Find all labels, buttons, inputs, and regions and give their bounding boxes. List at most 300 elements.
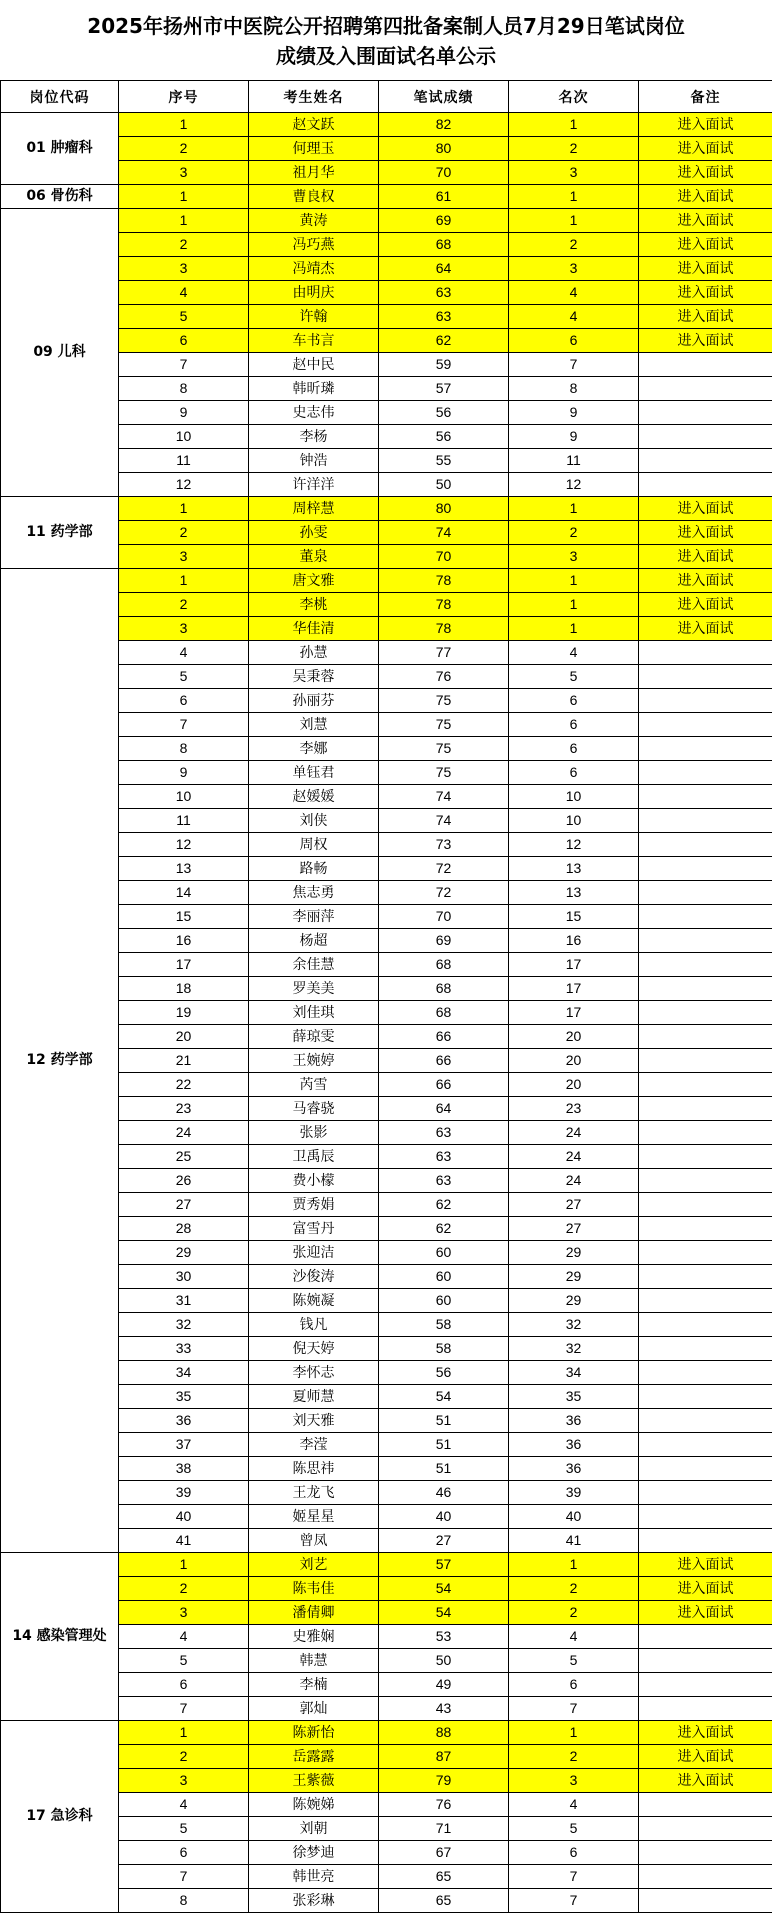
remarks-cell <box>639 1625 772 1649</box>
candidate-name-cell: 许洋洋 <box>249 473 379 497</box>
serial-number-cell: 14 <box>119 881 249 905</box>
remarks-cell: 进入面试 <box>639 497 772 521</box>
serial-number-cell: 32 <box>119 1313 249 1337</box>
written-score-cell: 54 <box>379 1385 509 1409</box>
rank-cell: 6 <box>509 737 639 761</box>
candidate-name-cell: 冯靖杰 <box>249 257 379 281</box>
serial-number-cell: 29 <box>119 1241 249 1265</box>
remarks-cell <box>639 1673 772 1697</box>
written-score-cell: 55 <box>379 449 509 473</box>
written-score-cell: 64 <box>379 257 509 281</box>
written-score-cell: 68 <box>379 1001 509 1025</box>
written-score-cell: 74 <box>379 785 509 809</box>
serial-number-cell: 3 <box>119 1769 249 1793</box>
candidate-name-cell: 周权 <box>249 833 379 857</box>
written-score-cell: 76 <box>379 1793 509 1817</box>
rank-cell: 9 <box>509 425 639 449</box>
rank-cell: 4 <box>509 305 639 329</box>
written-score-cell: 66 <box>379 1025 509 1049</box>
written-score-cell: 51 <box>379 1433 509 1457</box>
rank-cell: 5 <box>509 1817 639 1841</box>
rank-cell: 16 <box>509 929 639 953</box>
rank-cell: 4 <box>509 1793 639 1817</box>
serial-number-cell: 8 <box>119 1889 249 1913</box>
serial-number-cell: 6 <box>119 689 249 713</box>
written-score-cell: 60 <box>379 1289 509 1313</box>
written-score-cell: 70 <box>379 905 509 929</box>
header-remarks: 备注 <box>639 81 772 113</box>
written-score-cell: 49 <box>379 1673 509 1697</box>
header-position-code: 岗位代码 <box>1 81 119 113</box>
rank-cell: 1 <box>509 617 639 641</box>
serial-number-cell: 33 <box>119 1337 249 1361</box>
rank-cell: 27 <box>509 1193 639 1217</box>
remarks-cell <box>639 809 772 833</box>
header-row <box>1 81 772 113</box>
serial-number-cell: 35 <box>119 1385 249 1409</box>
remarks-cell <box>639 1217 772 1241</box>
serial-number-cell: 15 <box>119 905 249 929</box>
rank-cell: 3 <box>509 161 639 185</box>
written-score-cell: 68 <box>379 977 509 1001</box>
rank-cell: 1 <box>509 569 639 593</box>
position-code-cell: 09 儿科 <box>1 209 119 497</box>
written-score-cell: 50 <box>379 473 509 497</box>
candidate-name-cell: 路畅 <box>249 857 379 881</box>
candidate-name-cell: 吴秉蓉 <box>249 665 379 689</box>
rank-cell: 11 <box>509 449 639 473</box>
rank-cell: 2 <box>509 1745 639 1769</box>
rank-cell: 6 <box>509 689 639 713</box>
remarks-cell <box>639 1385 772 1409</box>
remarks-cell: 进入面试 <box>639 233 772 257</box>
candidate-name-cell: 李杨 <box>249 425 379 449</box>
remarks-cell: 进入面试 <box>639 569 772 593</box>
candidate-name-cell: 钱凡 <box>249 1313 379 1337</box>
remarks-cell: 进入面试 <box>639 1577 772 1601</box>
candidate-name-cell: 潘倩卿 <box>249 1601 379 1625</box>
candidate-name-cell: 刘佳琪 <box>249 1001 379 1025</box>
candidate-name-cell: 李桃 <box>249 593 379 617</box>
rank-cell: 6 <box>509 713 639 737</box>
remarks-cell <box>639 1241 772 1265</box>
rank-cell: 3 <box>509 1769 639 1793</box>
written-score-cell: 54 <box>379 1601 509 1625</box>
rank-cell: 7 <box>509 1889 639 1913</box>
table-row <box>1 185 772 209</box>
rank-cell: 3 <box>509 257 639 281</box>
results-table <box>0 80 772 1913</box>
written-score-cell: 62 <box>379 1193 509 1217</box>
remarks-cell <box>639 689 772 713</box>
remarks-cell <box>639 905 772 929</box>
written-score-cell: 80 <box>379 497 509 521</box>
rank-cell: 29 <box>509 1241 639 1265</box>
candidate-name-cell: 焦志勇 <box>249 881 379 905</box>
candidate-name-cell: 孙丽芬 <box>249 689 379 713</box>
candidate-name-cell: 陈婉凝 <box>249 1289 379 1313</box>
written-score-cell: 87 <box>379 1745 509 1769</box>
rank-cell: 27 <box>509 1217 639 1241</box>
written-score-cell: 57 <box>379 377 509 401</box>
rank-cell: 20 <box>509 1049 639 1073</box>
written-score-cell: 51 <box>379 1457 509 1481</box>
serial-number-cell: 25 <box>119 1145 249 1169</box>
remarks-cell <box>639 1529 772 1553</box>
serial-number-cell: 7 <box>119 713 249 737</box>
serial-number-cell: 3 <box>119 545 249 569</box>
written-score-cell: 50 <box>379 1649 509 1673</box>
written-score-cell: 75 <box>379 689 509 713</box>
position-code-cell: 06 骨伤科 <box>1 185 119 209</box>
rank-cell: 17 <box>509 953 639 977</box>
serial-number-cell: 1 <box>119 497 249 521</box>
remarks-cell: 进入面试 <box>639 1745 772 1769</box>
rank-cell: 2 <box>509 233 639 257</box>
remarks-cell <box>639 1073 772 1097</box>
written-score-cell: 75 <box>379 737 509 761</box>
serial-number-cell: 9 <box>119 761 249 785</box>
remarks-cell: 进入面试 <box>639 1601 772 1625</box>
remarks-cell <box>639 665 772 689</box>
serial-number-cell: 18 <box>119 977 249 1001</box>
written-score-cell: 63 <box>379 1145 509 1169</box>
serial-number-cell: 19 <box>119 1001 249 1025</box>
serial-number-cell: 40 <box>119 1505 249 1529</box>
serial-number-cell: 5 <box>119 665 249 689</box>
candidate-name-cell: 姬星星 <box>249 1505 379 1529</box>
written-score-cell: 69 <box>379 929 509 953</box>
candidate-name-cell: 李楠 <box>249 1673 379 1697</box>
rank-cell: 2 <box>509 521 639 545</box>
remarks-cell <box>639 1433 772 1457</box>
written-score-cell: 78 <box>379 569 509 593</box>
candidate-name-cell: 单钰君 <box>249 761 379 785</box>
candidate-name-cell: 倪天婷 <box>249 1337 379 1361</box>
header-written-score: 笔试成绩 <box>379 81 509 113</box>
remarks-cell <box>639 401 772 425</box>
candidate-name-cell: 徐梦迪 <box>249 1841 379 1865</box>
candidate-name-cell: 冯巧燕 <box>249 233 379 257</box>
serial-number-cell: 1 <box>119 209 249 233</box>
header-serial-number: 序号 <box>119 81 249 113</box>
serial-number-cell: 28 <box>119 1217 249 1241</box>
serial-number-cell: 7 <box>119 1865 249 1889</box>
candidate-name-cell: 周梓慧 <box>249 497 379 521</box>
remarks-cell <box>639 1361 772 1385</box>
remarks-cell <box>639 833 772 857</box>
rank-cell: 10 <box>509 785 639 809</box>
candidate-name-cell: 韩昕璘 <box>249 377 379 401</box>
serial-number-cell: 24 <box>119 1121 249 1145</box>
candidate-name-cell: 韩慧 <box>249 1649 379 1673</box>
rank-cell: 24 <box>509 1169 639 1193</box>
remarks-cell <box>639 1649 772 1673</box>
remarks-cell <box>639 1313 772 1337</box>
rank-cell: 5 <box>509 1649 639 1673</box>
written-score-cell: 56 <box>379 401 509 425</box>
serial-number-cell: 3 <box>119 161 249 185</box>
remarks-cell <box>639 785 772 809</box>
rank-cell: 7 <box>509 1865 639 1889</box>
candidate-name-cell: 夏师慧 <box>249 1385 379 1409</box>
remarks-cell <box>639 1289 772 1313</box>
remarks-cell <box>639 1457 772 1481</box>
position-code-cell: 11 药学部 <box>1 497 119 569</box>
written-score-cell: 43 <box>379 1697 509 1721</box>
rank-cell: 23 <box>509 1097 639 1121</box>
rank-cell: 36 <box>509 1409 639 1433</box>
rank-cell: 24 <box>509 1121 639 1145</box>
written-score-cell: 56 <box>379 425 509 449</box>
table-row <box>1 1721 772 1745</box>
table-row <box>1 113 772 137</box>
written-score-cell: 61 <box>379 185 509 209</box>
table-row <box>1 1553 772 1577</box>
serial-number-cell: 9 <box>119 401 249 425</box>
written-score-cell: 65 <box>379 1865 509 1889</box>
remarks-cell <box>639 1865 772 1889</box>
candidate-name-cell: 刘天雅 <box>249 1409 379 1433</box>
written-score-cell: 75 <box>379 713 509 737</box>
written-score-cell: 59 <box>379 353 509 377</box>
serial-number-cell: 26 <box>119 1169 249 1193</box>
candidate-name-cell: 祖月华 <box>249 161 379 185</box>
candidate-name-cell: 刘慧 <box>249 713 379 737</box>
rank-cell: 5 <box>509 665 639 689</box>
serial-number-cell: 16 <box>119 929 249 953</box>
rank-cell: 20 <box>509 1073 639 1097</box>
serial-number-cell: 4 <box>119 1625 249 1649</box>
candidate-name-cell: 沙俊涛 <box>249 1265 379 1289</box>
serial-number-cell: 1 <box>119 569 249 593</box>
rank-cell: 1 <box>509 1553 639 1577</box>
remarks-cell: 进入面试 <box>639 1721 772 1745</box>
rank-cell: 13 <box>509 857 639 881</box>
remarks-cell <box>639 1145 772 1169</box>
rank-cell: 1 <box>509 113 639 137</box>
serial-number-cell: 6 <box>119 329 249 353</box>
serial-number-cell: 1 <box>119 1721 249 1745</box>
written-score-cell: 78 <box>379 617 509 641</box>
candidate-name-cell: 唐文雅 <box>249 569 379 593</box>
serial-number-cell: 39 <box>119 1481 249 1505</box>
rank-cell: 15 <box>509 905 639 929</box>
rank-cell: 8 <box>509 377 639 401</box>
serial-number-cell: 3 <box>119 1601 249 1625</box>
written-score-cell: 72 <box>379 857 509 881</box>
serial-number-cell: 31 <box>119 1289 249 1313</box>
rank-cell: 6 <box>509 329 639 353</box>
serial-number-cell: 6 <box>119 1673 249 1697</box>
written-score-cell: 63 <box>379 1169 509 1193</box>
candidate-name-cell: 刘朝 <box>249 1817 379 1841</box>
serial-number-cell: 8 <box>119 377 249 401</box>
remarks-cell: 进入面试 <box>639 113 772 137</box>
rank-cell: 1 <box>509 185 639 209</box>
rank-cell: 2 <box>509 1577 639 1601</box>
serial-number-cell: 12 <box>119 473 249 497</box>
remarks-cell <box>639 953 772 977</box>
rank-cell: 7 <box>509 1697 639 1721</box>
remarks-cell: 进入面试 <box>639 185 772 209</box>
candidate-name-cell: 刘艺 <box>249 1553 379 1577</box>
written-score-cell: 71 <box>379 1817 509 1841</box>
rank-cell: 7 <box>509 353 639 377</box>
serial-number-cell: 8 <box>119 737 249 761</box>
serial-number-cell: 37 <box>119 1433 249 1457</box>
serial-number-cell: 30 <box>119 1265 249 1289</box>
serial-number-cell: 3 <box>119 617 249 641</box>
candidate-name-cell: 杨超 <box>249 929 379 953</box>
candidate-name-cell: 王婉婷 <box>249 1049 379 1073</box>
written-score-cell: 67 <box>379 1841 509 1865</box>
remarks-cell <box>639 1169 772 1193</box>
candidate-name-cell: 费小檬 <box>249 1169 379 1193</box>
written-score-cell: 63 <box>379 305 509 329</box>
rank-cell: 6 <box>509 761 639 785</box>
remarks-cell <box>639 761 772 785</box>
serial-number-cell: 13 <box>119 857 249 881</box>
written-score-cell: 58 <box>379 1313 509 1337</box>
candidate-name-cell: 何理玉 <box>249 137 379 161</box>
serial-number-cell: 2 <box>119 593 249 617</box>
serial-number-cell: 22 <box>119 1073 249 1097</box>
written-score-cell: 66 <box>379 1049 509 1073</box>
written-score-cell: 73 <box>379 833 509 857</box>
written-score-cell: 46 <box>379 1481 509 1505</box>
rank-cell: 2 <box>509 1601 639 1625</box>
written-score-cell: 62 <box>379 329 509 353</box>
written-score-cell: 74 <box>379 809 509 833</box>
written-score-cell: 60 <box>379 1265 509 1289</box>
position-code-cell: 17 急诊科 <box>1 1721 119 1913</box>
remarks-cell: 进入面试 <box>639 161 772 185</box>
candidate-name-cell: 王紫薇 <box>249 1769 379 1793</box>
remarks-cell <box>639 449 772 473</box>
written-score-cell: 63 <box>379 281 509 305</box>
written-score-cell: 56 <box>379 1361 509 1385</box>
candidate-name-cell: 刘侠 <box>249 809 379 833</box>
remarks-cell: 进入面试 <box>639 137 772 161</box>
written-score-cell: 68 <box>379 233 509 257</box>
remarks-cell <box>639 881 772 905</box>
candidate-name-cell: 贾秀娟 <box>249 1193 379 1217</box>
remarks-cell <box>639 1265 772 1289</box>
written-score-cell: 51 <box>379 1409 509 1433</box>
remarks-cell: 进入面试 <box>639 257 772 281</box>
written-score-cell: 70 <box>379 161 509 185</box>
serial-number-cell: 7 <box>119 1697 249 1721</box>
remarks-cell: 进入面试 <box>639 1553 772 1577</box>
candidate-name-cell: 陈思祎 <box>249 1457 379 1481</box>
candidate-name-cell: 由明庆 <box>249 281 379 305</box>
written-score-cell: 68 <box>379 953 509 977</box>
table-row <box>1 209 772 233</box>
candidate-name-cell: 史志伟 <box>249 401 379 425</box>
rank-cell: 2 <box>509 137 639 161</box>
candidate-name-cell: 赵文跃 <box>249 113 379 137</box>
written-score-cell: 40 <box>379 1505 509 1529</box>
serial-number-cell: 10 <box>119 785 249 809</box>
candidate-name-cell: 华佳清 <box>249 617 379 641</box>
serial-number-cell: 4 <box>119 1793 249 1817</box>
serial-number-cell: 11 <box>119 809 249 833</box>
rank-cell: 6 <box>509 1673 639 1697</box>
rank-cell: 4 <box>509 1625 639 1649</box>
remarks-cell <box>639 377 772 401</box>
serial-number-cell: 34 <box>119 1361 249 1385</box>
candidate-name-cell: 黄涛 <box>249 209 379 233</box>
remarks-cell <box>639 737 772 761</box>
written-score-cell: 66 <box>379 1073 509 1097</box>
candidate-name-cell: 芮雪 <box>249 1073 379 1097</box>
remarks-cell: 进入面试 <box>639 281 772 305</box>
candidate-name-cell: 曾凤 <box>249 1529 379 1553</box>
written-score-cell: 53 <box>379 1625 509 1649</box>
position-code-cell: 14 感染管理处 <box>1 1553 119 1721</box>
position-code-cell: 01 肿瘤科 <box>1 113 119 185</box>
remarks-cell: 进入面试 <box>639 593 772 617</box>
remarks-cell <box>639 713 772 737</box>
written-score-cell: 79 <box>379 1769 509 1793</box>
serial-number-cell: 1 <box>119 1553 249 1577</box>
remarks-cell <box>639 1097 772 1121</box>
rank-cell: 34 <box>509 1361 639 1385</box>
written-score-cell: 64 <box>379 1097 509 1121</box>
written-score-cell: 63 <box>379 1121 509 1145</box>
rank-cell: 1 <box>509 593 639 617</box>
serial-number-cell: 6 <box>119 1841 249 1865</box>
remarks-cell <box>639 425 772 449</box>
serial-number-cell: 12 <box>119 833 249 857</box>
rank-cell: 3 <box>509 545 639 569</box>
serial-number-cell: 3 <box>119 257 249 281</box>
candidate-name-cell: 余佳慧 <box>249 953 379 977</box>
document-title <box>0 0 772 80</box>
rank-cell: 39 <box>509 1481 639 1505</box>
serial-number-cell: 10 <box>119 425 249 449</box>
candidate-name-cell: 车书言 <box>249 329 379 353</box>
remarks-cell <box>639 1841 772 1865</box>
remarks-cell <box>639 1697 772 1721</box>
candidate-name-cell: 曹良权 <box>249 185 379 209</box>
remarks-cell <box>639 353 772 377</box>
remarks-cell <box>639 473 772 497</box>
title-line-1: 2025年扬州市中医院公开招聘第四批备案制人员7月29日笔试岗位 <box>87 14 685 38</box>
candidate-name-cell: 李滢 <box>249 1433 379 1457</box>
serial-number-cell: 5 <box>119 1649 249 1673</box>
rank-cell: 24 <box>509 1145 639 1169</box>
remarks-cell <box>639 1337 772 1361</box>
rank-cell: 32 <box>509 1337 639 1361</box>
rank-cell: 35 <box>509 1385 639 1409</box>
candidate-name-cell: 董泉 <box>249 545 379 569</box>
rank-cell: 40 <box>509 1505 639 1529</box>
serial-number-cell: 1 <box>119 113 249 137</box>
candidate-name-cell: 韩世亮 <box>249 1865 379 1889</box>
rank-cell: 32 <box>509 1313 639 1337</box>
written-score-cell: 58 <box>379 1337 509 1361</box>
written-score-cell: 80 <box>379 137 509 161</box>
remarks-cell <box>639 929 772 953</box>
candidate-name-cell: 王龙飞 <box>249 1481 379 1505</box>
serial-number-cell: 2 <box>119 521 249 545</box>
candidate-name-cell: 赵媛媛 <box>249 785 379 809</box>
remarks-cell <box>639 977 772 1001</box>
written-score-cell: 27 <box>379 1529 509 1553</box>
candidate-name-cell: 薛琼雯 <box>249 1025 379 1049</box>
